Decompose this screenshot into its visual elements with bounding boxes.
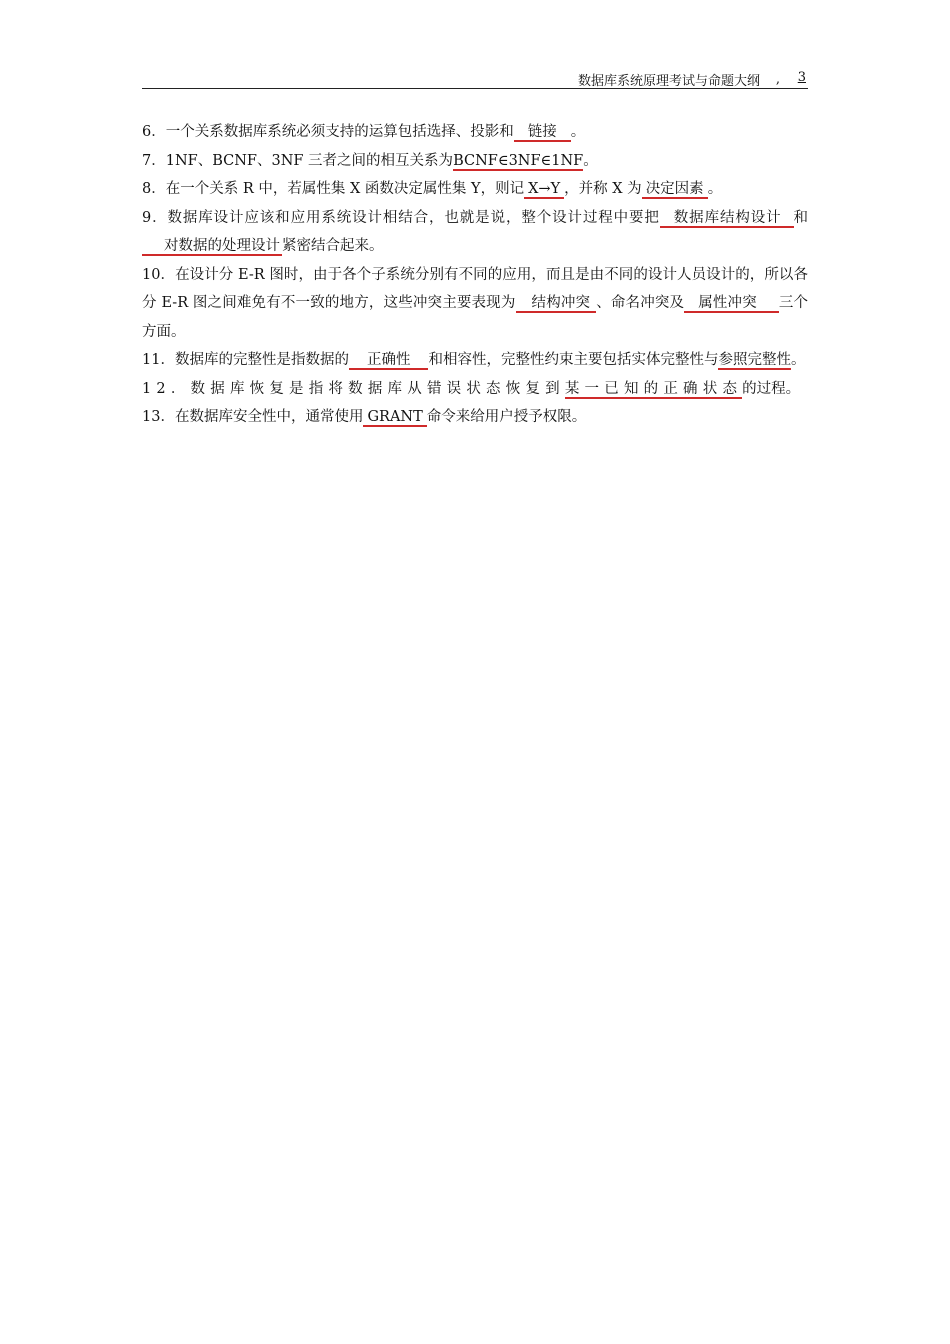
question-13 <box>142 403 808 432</box>
question-text: 紧密结合起来。 <box>282 238 384 254</box>
answer-blank: 某一已知的正确状态 <box>564 380 743 397</box>
answer-blank: BCNF∈3NF∈1NF <box>453 152 584 169</box>
question-text: 和相容性，完整性约束主要包括实体完整性与 <box>428 352 719 368</box>
question-text: 命令来给用户授予权限。 <box>426 409 587 425</box>
question-text: 13．在数据库安全性中，通常使用 <box>142 409 364 425</box>
question-text: 11．数据库的完整性是指数据的 <box>142 352 349 368</box>
question-8 <box>142 175 808 204</box>
question-text: 。 <box>790 352 806 368</box>
question-6 <box>142 118 808 147</box>
answer-blank: 对数据的处理设计 <box>142 238 282 256</box>
question-text: 12．数据库恢复是指将数据库从错误状态恢复到 <box>142 380 565 397</box>
header-rule <box>142 88 808 89</box>
answer-blank: 决定因素 <box>642 181 708 199</box>
question-text: 和 <box>793 209 808 226</box>
answer-blank: 链接 <box>514 124 571 142</box>
question-list <box>142 118 808 432</box>
question-text: 的过程。 <box>742 380 801 397</box>
answer-blank: 正确性 <box>349 352 429 370</box>
question-12 <box>142 375 808 404</box>
question-7 <box>142 147 808 176</box>
answer-blank: 参照完整性 <box>718 352 791 368</box>
answer-blank: 结构冲突 <box>516 295 597 313</box>
header-separator: , <box>775 72 780 87</box>
question-text: 9．数据库设计应该和应用系统设计相结合，也就是说，整个设计过程中要把 <box>142 209 660 226</box>
page-number: 3 <box>797 70 806 85</box>
answer-blank: 数据库结构设计 <box>660 210 794 228</box>
question-text: 三个方面。 <box>142 295 809 340</box>
question-text: 10．在设计分 E-R 图时，由于各个子系统分别有不同的应用，而且是由不同的设计人员设计的，所以各分 E-R 图之间难免有不一致的地方，这些冲突主要表现为 <box>142 266 808 311</box>
question-text: 7．1NF、BCNF、3NF 三者之间的相互关系为 <box>142 152 454 169</box>
question-text: 。 <box>707 181 723 197</box>
question-10 <box>142 261 808 347</box>
question-text: 、命名冲突及 <box>596 295 685 311</box>
question-text: 6．一个关系数据库系统必须支持的运算包括选择、投影和 <box>142 124 514 140</box>
question-9 <box>142 204 808 261</box>
header-title: 数据库系统原理考试与命题大纲 <box>577 74 760 89</box>
question-text: 。 <box>583 152 598 169</box>
page-header <box>142 70 808 90</box>
answer-blank: 属性冲突 <box>684 295 779 313</box>
question-text: 8．在一个关系 R 中，若属性集 X 函数决定属性集 Y，则记 <box>142 181 525 197</box>
question-11 <box>142 346 808 375</box>
answer-blank: X→Y <box>524 181 564 199</box>
question-text: 。 <box>570 124 586 140</box>
question-text: ，并称 X 为 <box>564 181 642 197</box>
answer-blank: GRANT <box>363 409 426 427</box>
